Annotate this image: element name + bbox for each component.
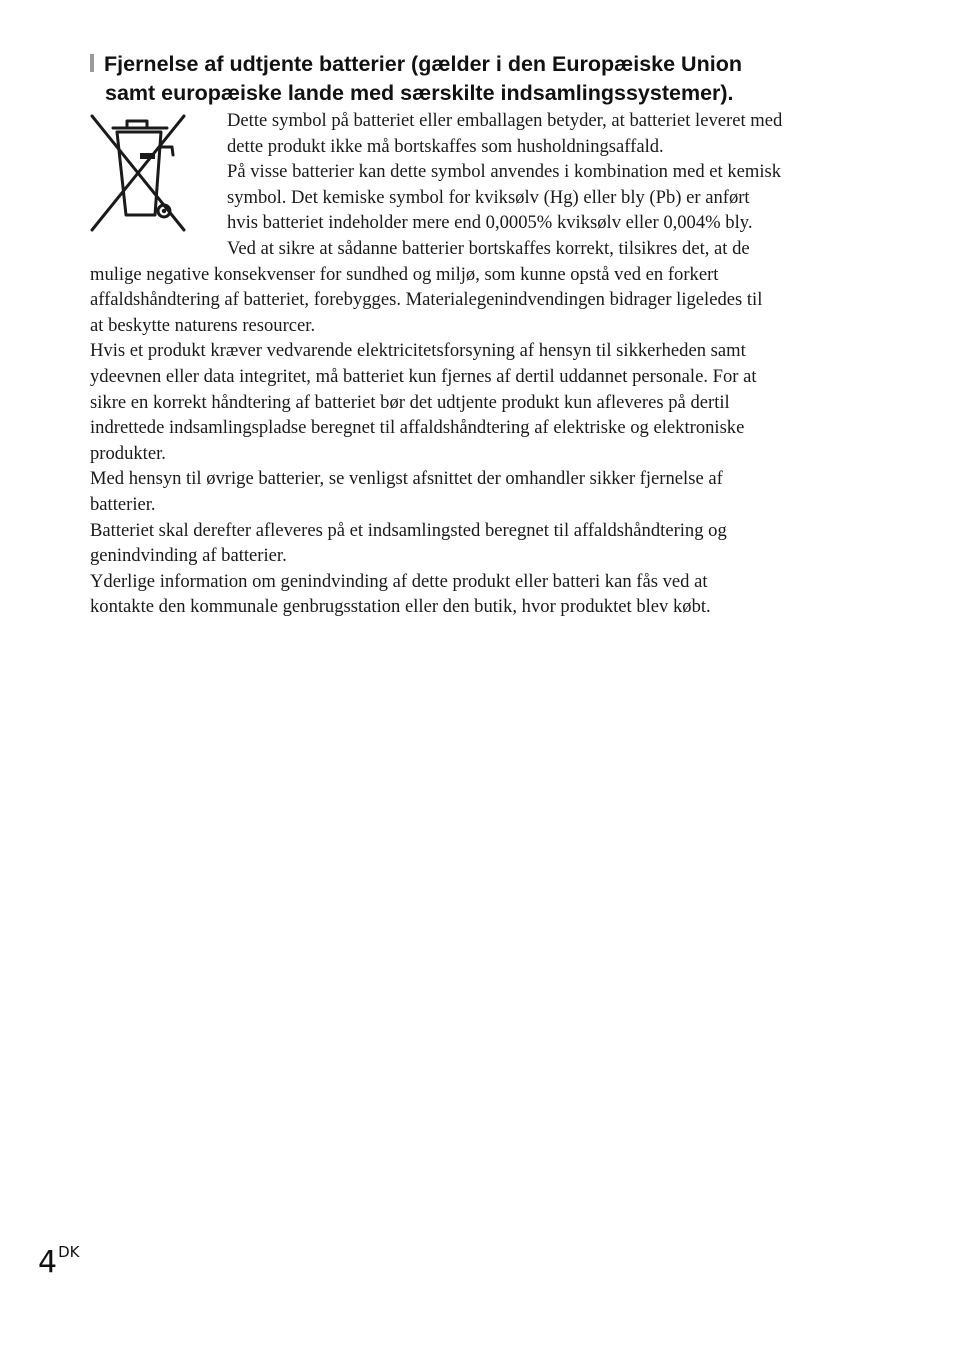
text-line: indrettede indsamlingspladse beregnet til affaldshåndtering af elektriske og elektroniske xyxy=(90,417,745,439)
text-line: Med hensyn til øvrige batterier, se venligst afsnittet der omhandler sikker fjernelse af xyxy=(90,468,723,490)
text-line: dette produkt ikke må bortskaffes som husholdningsaffald. xyxy=(227,135,664,157)
page-number-value: 4 xyxy=(38,1245,58,1280)
text-line: hvis batteriet indeholder mere end 0,0005% kviksølv eller 0,004% bly. xyxy=(227,212,753,234)
text-line: Dette symbol på batteriet eller emballagen betyder, at batteriet leveret med xyxy=(227,110,783,131)
text-line: batterier. xyxy=(90,493,156,515)
text-line: at beskytte naturens resourcer. xyxy=(90,314,316,336)
body-text xyxy=(90,108,860,620)
text-line: Batteriet skal derefter afleveres på et indsamlingsted beregnet til affaldshåndtering og xyxy=(90,519,727,541)
text-line: symbol. Det kemiske symbol for kviksølv (Hg) eller bly (Pb) er anført xyxy=(227,186,750,208)
text-line: kontakte den kommunale genbrugsstation eller den butik, hvor produktet blev købt. xyxy=(90,596,711,618)
section-heading xyxy=(90,50,890,108)
text-line: sikre en korrekt håndtering af batteriet bør det udtjente produkt kun afleveres på dertil xyxy=(90,391,730,413)
heading-marker xyxy=(90,54,94,72)
text-line: produkter. xyxy=(90,442,166,464)
text-line: ydeevnen eller data integritet, må batteriet kun fjernes af dertil uddannet personale. For at xyxy=(90,365,757,387)
text-line: mulige negative konsekvenser for sundhed og miljø, som kunne opstå ved en forkert xyxy=(90,263,719,285)
text-line: Yderlige information om genindvinding af dette produkt eller batteri kan fås ved at xyxy=(90,570,708,592)
heading-line-1 xyxy=(90,50,890,79)
text-line: affaldshåndtering af batteriet, forebygges. Materialegenindvendingen bidrager ligeledes til xyxy=(90,289,763,311)
page-language-code: DK xyxy=(58,1243,80,1261)
text-line: På visse batterier kan dette symbol anvendes i kombination med et kemisk xyxy=(227,161,782,183)
text-line: Hvis et produkt kræver vedvarende elektricitetsforsyning af hensyn til sikkerheden samt xyxy=(90,340,746,362)
page-number xyxy=(38,1232,79,1283)
heading-line-2: samt europæiske lande med særskilte indsamlingssystemer). xyxy=(105,81,734,105)
heading-line-1-text: Fjernelse af udtjente batterier (gælder i den Europæiske Union xyxy=(104,52,742,76)
text-line: genindvinding af batterier. xyxy=(90,545,287,567)
text-line: Ved at sikre at sådanne batterier bortskaffes korrekt, tilsikres det, at de xyxy=(227,237,750,259)
